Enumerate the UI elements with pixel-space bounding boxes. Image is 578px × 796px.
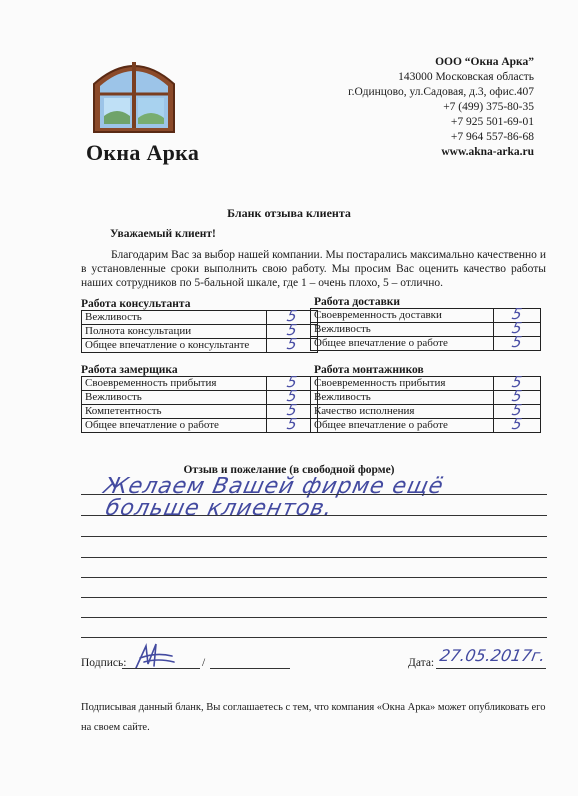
score-value: 5: [285, 401, 299, 419]
score-value: 5: [510, 305, 524, 323]
measurer-section-title: Работа замерщика: [81, 364, 178, 376]
feedback-line[interactable]: [81, 557, 547, 558]
criterion-label: Вежливость: [311, 323, 494, 337]
signature-line[interactable]: [122, 668, 200, 669]
score-value: 5: [285, 321, 299, 339]
intro-text: Благодарим Вас за выбор нашей компании. Мы постарались максимально качественно и в установленные сроки выполнить свою работу. Мы просим Вас оценить качество работы наших сотрудников по 5-бальной шкале, где 1 – очень плохо, 5 – отлично.: [81, 249, 546, 289]
criterion-label: Своевременность доставки: [311, 309, 494, 323]
score-value: 5: [510, 387, 524, 405]
table-row: [311, 377, 541, 391]
phone-number: +7 964 557-86-68: [450, 131, 534, 143]
address-line: г.Одинцово, ул.Садовая, д.3, офис.407: [348, 86, 534, 98]
score-value: 5: [285, 373, 299, 391]
company-name: ООО “Окна Арка”: [435, 56, 534, 68]
installers-section-title: Работа монтажников: [314, 364, 424, 376]
feedback-line[interactable]: [81, 515, 547, 516]
table-row: [311, 337, 541, 351]
criterion-label: Общее впечатление о работе: [311, 337, 494, 351]
score-value: 5: [510, 401, 524, 419]
table-row: [82, 405, 318, 419]
feedback-title: Отзыв и пожелание (в свободной форме): [183, 464, 395, 476]
name-line[interactable]: [210, 668, 290, 669]
table-row: [82, 325, 318, 339]
feedback-line[interactable]: [81, 617, 547, 618]
criterion-label: Вежливость: [311, 391, 494, 405]
greeting: Уважаемый клиент!: [110, 228, 216, 240]
feedback-line[interactable]: [81, 577, 547, 578]
company-contacts: [348, 55, 534, 160]
feedback-line[interactable]: [81, 597, 547, 598]
score-value: 5: [285, 335, 299, 353]
score-value: 5: [510, 319, 524, 337]
signature-separator: /: [202, 657, 206, 669]
score-value: 5: [510, 333, 524, 351]
table-row: [82, 419, 318, 433]
table-row: [311, 391, 541, 405]
feedback-line[interactable]: [81, 494, 547, 495]
criterion-label: Компетентность: [82, 405, 267, 419]
date-value: 27.05.2017г.: [438, 646, 547, 665]
criterion-label: Вежливость: [82, 391, 267, 405]
score-value: 5: [510, 373, 524, 391]
website: www.akna-arka.ru: [441, 146, 534, 158]
feedback-handwriting: Желаем Вашей фирме ещё: [101, 474, 447, 499]
table-row: [311, 419, 541, 433]
table-row: [311, 309, 541, 323]
feedback-line[interactable]: [81, 536, 547, 537]
delivery-section-title: Работа доставки: [314, 296, 401, 308]
table-row: [82, 339, 318, 353]
company-logo: [90, 54, 178, 134]
criterion-label: Общее впечатление о консультанте: [82, 339, 267, 353]
criterion-label: Полнота консультации: [82, 325, 267, 339]
date-line[interactable]: [436, 668, 546, 669]
criterion-label: Своевременность прибытия: [311, 377, 494, 391]
feedback-line[interactable]: [81, 637, 547, 638]
date-label: Дата:: [408, 657, 435, 669]
form-title: Бланк отзыва клиента: [227, 206, 351, 220]
table-row: [82, 391, 318, 405]
criterion-label: Своевременность прибытия: [82, 377, 267, 391]
consent-text: Подписывая данный бланк, Вы соглашаетесь с тем, что компания «Окна Арка» может опубликовать его на своем сайте.: [81, 702, 546, 733]
score-value: 5: [285, 307, 299, 325]
signature-label: Подпись:: [81, 657, 127, 669]
installers-rating-table: [310, 373, 541, 433]
phone-number: +7 925 501-69-01: [450, 116, 534, 128]
measurer-rating-table: [81, 373, 318, 433]
brand-name: Окна Арка: [86, 140, 200, 165]
phone-number: +7 (499) 375-80-35: [443, 101, 534, 113]
table-row: [82, 311, 318, 325]
table-row: [311, 405, 541, 419]
criterion-label: Общее впечатление о работе: [82, 419, 267, 433]
delivery-rating-table: [310, 305, 541, 351]
score-cell[interactable]: [494, 333, 541, 351]
table-row: [82, 377, 318, 391]
score-value: 5: [510, 415, 524, 433]
consultant-rating-table: [81, 307, 318, 353]
score-value: 5: [285, 387, 299, 405]
criterion-label: Качество исполнения: [311, 405, 494, 419]
score-cell[interactable]: [494, 415, 541, 433]
address-line: 143000 Московская область: [398, 71, 534, 83]
criterion-label: Вежливость: [82, 311, 267, 325]
score-value: 5: [285, 415, 299, 433]
criterion-label: Общее впечатление о работе: [311, 419, 494, 433]
table-row: [311, 323, 541, 337]
feedback-handwriting: больше клиентов.: [103, 496, 336, 521]
consultant-section-title: Работа консультанта: [81, 298, 191, 310]
